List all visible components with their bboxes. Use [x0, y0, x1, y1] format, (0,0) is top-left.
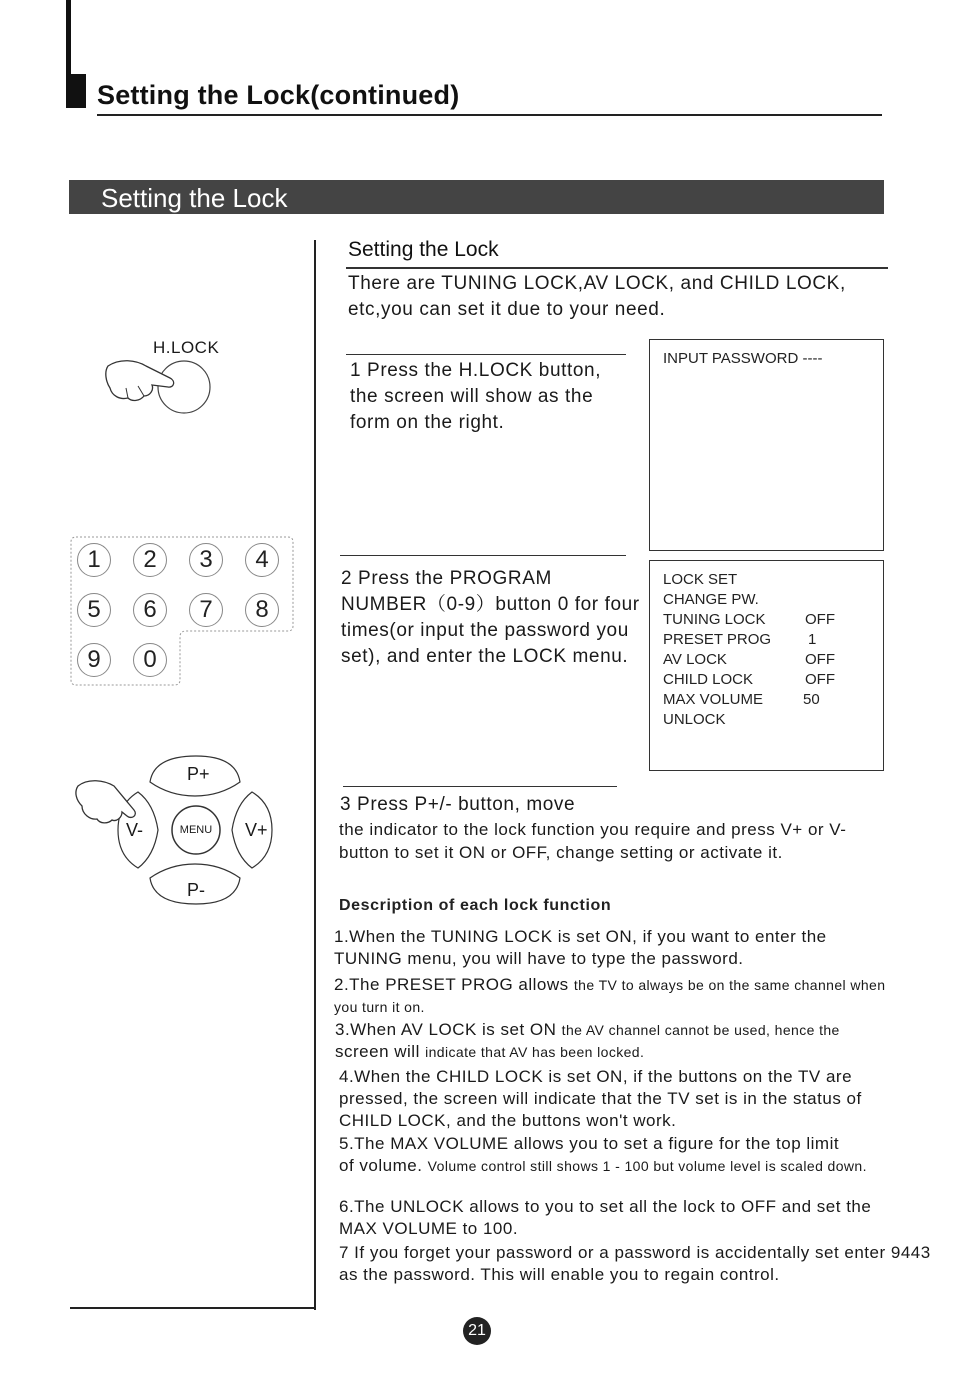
desc-item-5: [339, 1133, 909, 1177]
desc-item-1: 1.When the TUNING LOCK is set ON, if you want to enter the TUNING menu, you will have to type the password.: [334, 927, 827, 968]
key-5[interactable]: 5: [77, 593, 111, 627]
section-title: Setting the Lock: [101, 183, 288, 213]
step2-rule: [340, 555, 626, 556]
nav-left-label[interactable]: V-: [126, 820, 144, 840]
password-screen: [649, 339, 884, 551]
menu-item-max-volume: MAX VOLUME: [663, 691, 764, 708]
menu-item-change-pw: CHANGE PW.: [663, 591, 759, 608]
menu-item-preset-prog: PRESET PROG: [663, 631, 772, 648]
key-9[interactable]: 9: [77, 643, 111, 677]
description-heading: Description of each lock function: [339, 897, 612, 914]
page-title: Setting the Lock(continued): [97, 80, 460, 110]
left-column-bottom-rule: [70, 1307, 316, 1309]
desc-item-2-rest: the TV to always be on the same channel when you turn it on.: [334, 977, 886, 1015]
menu-value-av-lock: OFF: [805, 651, 835, 668]
desc-item-4: 4.When the CHILD LOCK is set ON, if the buttons on the TV are pressed, the screen will indicate that the TV set is in the status of CHILD LOCK, and the buttons won't work.: [339, 1067, 862, 1130]
key-3[interactable]: 3: [189, 543, 223, 577]
desc-item-2: [334, 974, 904, 1018]
key-1[interactable]: 1: [77, 543, 111, 577]
desc-item-3-lead: 3.When AV LOCK is set ON: [335, 1020, 557, 1039]
password-prompt: INPUT PASSWORD ----: [663, 350, 823, 367]
nav-right-label[interactable]: V+: [245, 820, 268, 840]
step2-text: 2 Press the PROGRAM NUMBER（0-9）button 0 for four times(or input the password you set), and enter the LOCK menu.: [341, 568, 640, 667]
key-4[interactable]: 4: [245, 543, 279, 577]
desc-item-5-line1: 5.The MAX VOLUME allows you to set a figure for the top limit: [339, 1134, 840, 1153]
desc-item-6: 6.The UNLOCK allows to you to set all the lock to OFF and set the MAX VOLUME to 100.: [339, 1197, 872, 1238]
section-banner: [69, 180, 884, 214]
intro-text: There are TUNING LOCK,AV LOCK, and CHILD LOCK, etc,you can set it due to your need.: [348, 273, 846, 320]
menu-item-unlock: UNLOCK: [663, 711, 726, 728]
menu-value-tuning-lock: OFF: [805, 611, 835, 628]
menu-value-max-volume: 50: [803, 691, 820, 708]
nav-up-label[interactable]: P+: [187, 764, 210, 784]
menu-item-lock-set: LOCK SET: [663, 571, 738, 588]
key-0[interactable]: 0: [133, 643, 167, 677]
title-underline: [97, 114, 882, 116]
desc-item-3: [335, 1019, 915, 1063]
nav-down-label[interactable]: P-: [187, 880, 205, 900]
menu-value-preset-prog: 1: [808, 631, 817, 648]
step1-text: 1 Press the H.LOCK button, the screen will show as the form on the right.: [350, 360, 602, 433]
header-side-block: [66, 74, 86, 108]
step3-rule: [343, 786, 617, 787]
key-2[interactable]: 2: [133, 543, 167, 577]
desc-item-2-lead: 2.The PRESET PROG allows: [334, 975, 569, 994]
subheading-rule: [346, 267, 888, 269]
desc-item-3-rest-b: indicate that AV has been locked.: [425, 1044, 645, 1060]
step3-title: 3 Press P+/- button, move: [340, 794, 576, 815]
key-8[interactable]: 8: [245, 593, 279, 627]
menu-item-av-lock: AV LOCK: [663, 651, 727, 668]
menu-item-child-lock: CHILD LOCK: [663, 671, 754, 688]
key-6[interactable]: 6: [133, 593, 167, 627]
desc-item-5-lead: of volume.: [339, 1156, 423, 1175]
menu-button-label[interactable]: MENU: [179, 824, 213, 836]
key-7[interactable]: 7: [189, 593, 223, 627]
desc-item-3-rest-a: the AV channel cannot be used, hence the: [561, 1022, 840, 1038]
lock-menu-screen: [649, 560, 884, 771]
menu-value-child-lock: OFF: [805, 671, 835, 688]
step1-rule: [346, 354, 626, 355]
menu-item-tuning-lock: TUNING LOCK: [663, 611, 766, 628]
desc-item-3-lead-b: screen will: [335, 1042, 420, 1061]
subheading: Setting the Lock: [348, 238, 499, 261]
step3-detail: the indicator to the lock function you require and press V+ or V- button to set it ON or OFF, change setting or activate it.: [339, 820, 847, 862]
desc-item-7: 7 If you forget your password or a password is accidentally set enter 9443 as the password. This will enable you to regain control.: [339, 1243, 931, 1284]
page-number: 21: [463, 1317, 491, 1345]
hand-press-hlock-illustration: [100, 352, 220, 422]
desc-item-5-rest: Volume control still shows 1 - 100 but volume level is scaled down.: [427, 1158, 867, 1174]
hand-pointer-icon: [106, 361, 174, 401]
hlock-label: H.LOCK: [153, 338, 220, 357]
column-divider: [314, 240, 316, 1310]
